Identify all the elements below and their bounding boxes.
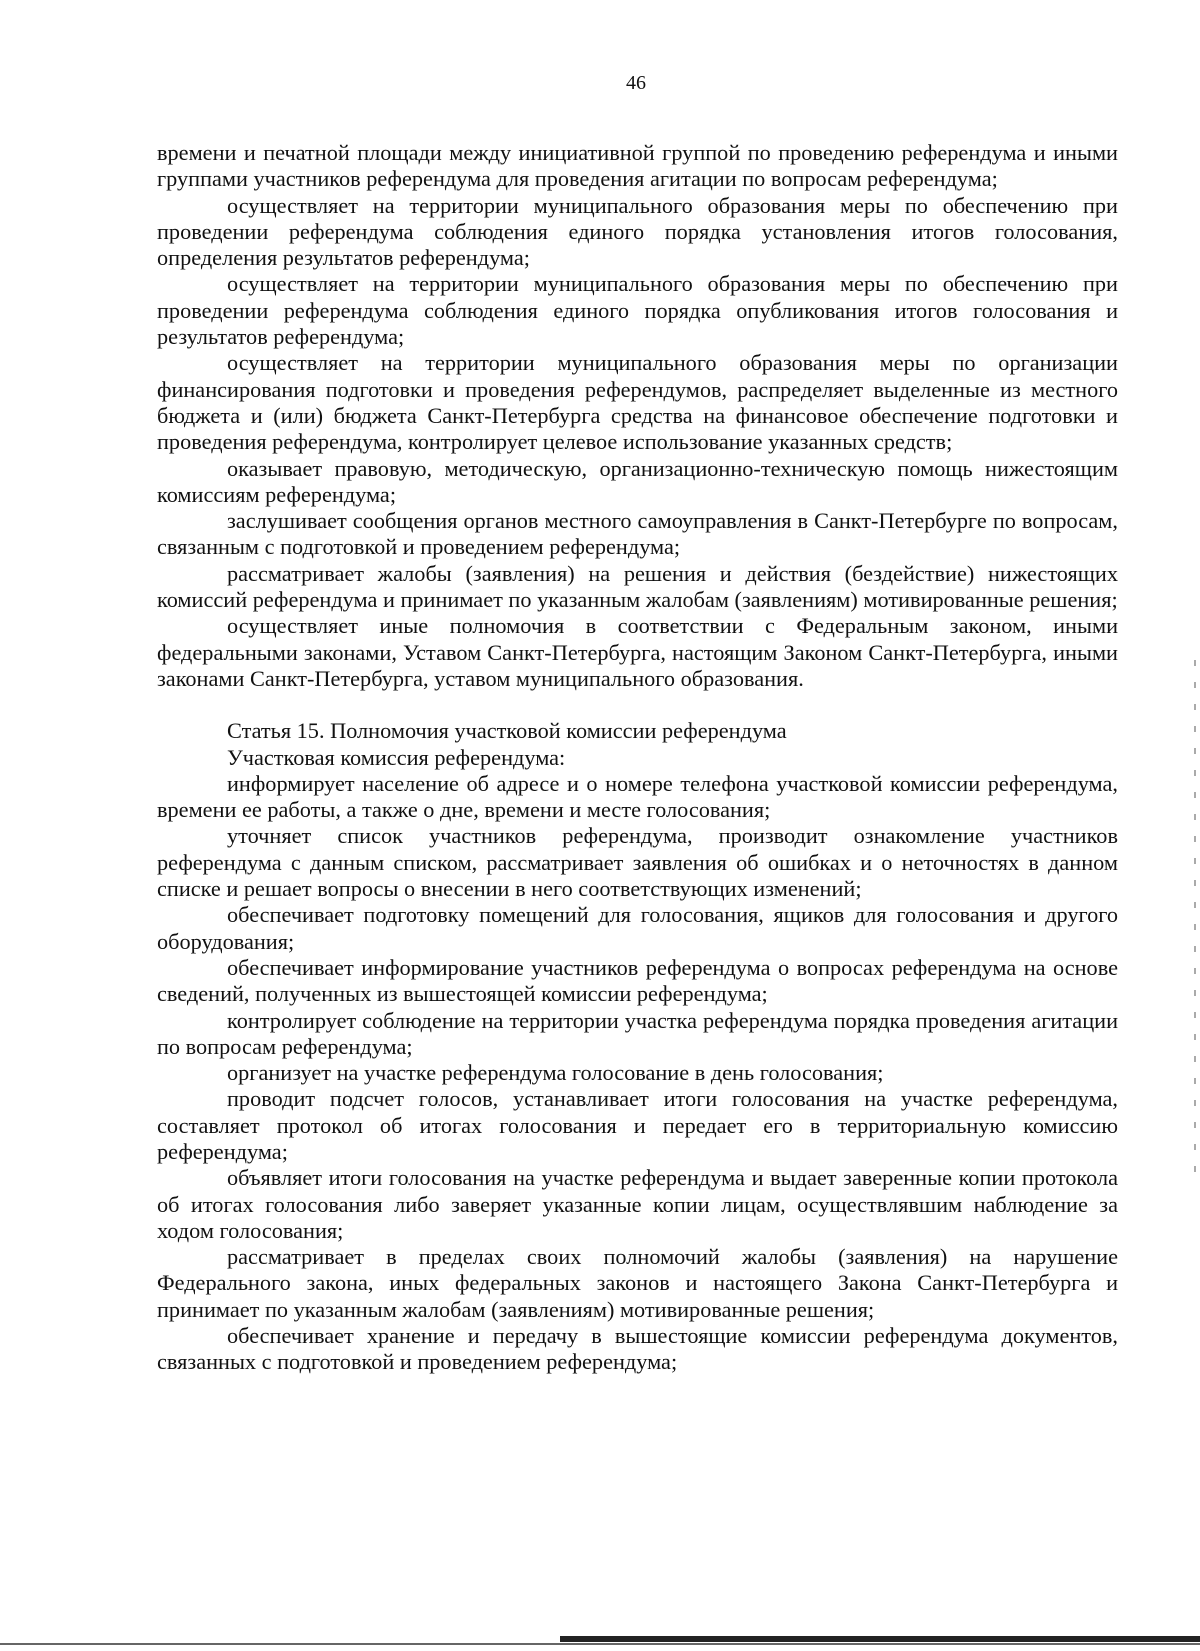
- paragraph: осуществляет на территории муниципального образования меры по обеспечению при проведении референдума соблюдения единого порядка установления итогов голосования, определения результатов референдума;: [157, 192, 1118, 271]
- paragraph: Участковая комиссия референдума:: [227, 744, 566, 770]
- scan-bottom-border: [560, 1636, 1200, 1642]
- paragraph: организует на участке референдума голосование в день голосования;: [227, 1060, 884, 1086]
- article-heading: Статья 15. Полномочия участковой комиссии референдума: [227, 718, 787, 744]
- paragraph: осуществляет иные полномочия в соответствии с Федеральным законом, иными федеральными законами, Уставом Санкт-Петербурга, настоящим Законом Санкт-Петербурга, иными законами Санкт-Петербурга, уставом муниципального образования.: [157, 613, 1118, 691]
- paragraph: рассматривает в пределах своих полномочий жалобы (заявления) на нарушение Федерального закона, иных федеральных законов и настоящего Закона Санкт-Петербурга и принимает по указанным жалобам (заявлениям) мотивированные решения;: [157, 1244, 1118, 1322]
- paragraph: обеспечивает информирование участников референдума о вопросах референдума на основе сведений, полученных из вышестоящей комиссии референдума;: [157, 954, 1118, 1007]
- paragraph: контролирует соблюдение на территории участка референдума порядка проведения агитации по вопросам референдума;: [157, 1007, 1118, 1059]
- page-number: 46: [626, 72, 646, 94]
- paragraph: обеспечивает подготовку помещений для голосования, ящиков для голосования и другого оборудования;: [157, 902, 1118, 954]
- paragraph: заслушивает сообщения органов местного самоуправления в Санкт-Петербурге по вопросам, связанным с подготовкой и проведением референдума;: [157, 508, 1118, 560]
- paragraph: осуществляет на территории муниципального образования меры по организации финансирования подготовки и проведения референдумов, распределяет выделенные из местного бюджета и (или) бюджета Санкт-Петербурга средства на финансовое обеспечение подготовки и проведения референдума, контролирует целевое использование указанных средств;: [157, 350, 1118, 455]
- paragraph: оказывает правовую, методическую, организационно-техническую помощь нижестоящим комиссиям референдума;: [157, 455, 1118, 507]
- paragraph: обеспечивает хранение и передачу в вышестоящие комиссии референдума документов, связанных с подготовкой и проведением референдума;: [157, 1323, 1118, 1375]
- scan-bottom-line: [0, 1643, 1200, 1645]
- paragraph: рассматривает жалобы (заявления) на решения и действия (бездействие) нижестоящих комиссий референдума и принимает по указанным жалобам (заявлениям) мотивированные решения;: [157, 560, 1118, 613]
- paragraph: проводит подсчет голосов, устанавливает итоги голосования на участке референдума, составляет протокол об итогах голосования и передает его в территориальную комиссию референдума;: [157, 1086, 1118, 1164]
- document-body: [157, 140, 1118, 1376]
- paragraph: объявляет итоги голосования на участке референдума и выдает заверенные копии протокола об итогах голосования либо заверяет указанные копии лицам, осуществлявшим наблюдение за ходом голосования;: [157, 1165, 1118, 1243]
- paragraph: осуществляет на территории муниципального образования меры по обеспечению при проведении референдума соблюдения единого порядка опубликования итогов голосования и результатов референдума;: [157, 271, 1118, 350]
- paragraph: информирует население об адресе и о номере телефона участковой комиссии референдума, времени ее работы, а также о дне, времени и месте голосования;: [157, 770, 1118, 823]
- paragraph: времени и печатной площади между инициативной группой по проведению референдума и иными группами участников референдума для проведения агитации по вопросам референдума;: [157, 140, 1118, 192]
- scan-edge-marks: [1194, 660, 1196, 1180]
- paragraph: уточняет список участников референдума, производит ознакомление участников референдума с данным списком, рассматривает заявления об ошибках и о неточностях в данном списке и решает вопросы о внесении в него соответствующих изменений;: [157, 823, 1118, 902]
